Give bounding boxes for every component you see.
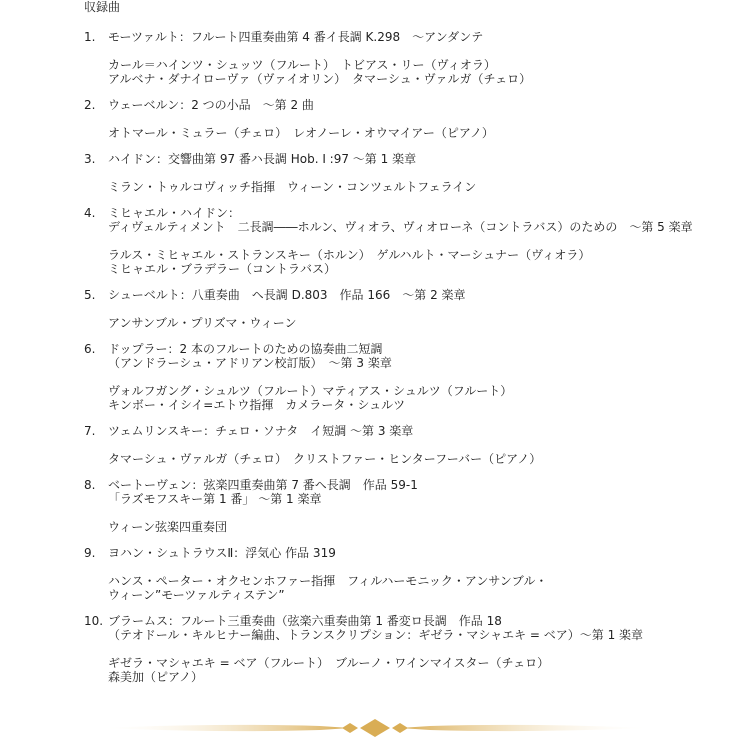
track-performers (108, 58, 734, 86)
track-title (108, 546, 734, 560)
track-title-line: ヨハン・シュトラウスⅡ：浮気心 作品 319 (108, 546, 336, 560)
track-number: 7. (84, 424, 96, 438)
performer-line: カール＝ハインツ・シュッツ（フルート） トビアス・リー（ヴィオラ） (108, 58, 496, 72)
ornament-left-diamond (342, 723, 358, 733)
track-item (84, 152, 734, 194)
track-performers (108, 452, 734, 466)
track-number: 2. (84, 98, 96, 112)
track-item (84, 288, 734, 330)
page-heading: 収録曲 (84, 0, 121, 14)
track-title-line: ハイドン：交響曲第 97 番ハ長調 Hob. Ⅰ :97 ～第 1 楽章 (108, 152, 417, 166)
track-performers (108, 520, 734, 534)
track-title-line: ベートーヴェン：弦楽四重奏曲第 7 番ヘ長調 作品 59-1 (108, 478, 418, 492)
track-performers (108, 384, 734, 412)
track-number: 3. (84, 152, 96, 166)
track-title-line: ツェムリンスキー：チェロ・ソナタ イ短調 ～第 3 楽章 (108, 424, 414, 438)
track-title-line: ディヴェルティメント 二長調――ホルン、ヴィオラ、ヴィオローネ（コントラバス）のための ～第 5 楽章 (108, 220, 693, 234)
performer-line: ギゼラ・マシャエキ = ベア（フルート） ブルーノ・ワインマイスター（チェロ） (108, 656, 550, 670)
performer-line: ラルス・ミヒャエル・ストランスキー（ホルン） ゲルハルト・マーシュナー（ヴィオラ） (108, 248, 591, 262)
track-title (108, 152, 734, 166)
performer-line: ウィーン”モーツァルティステン” (108, 588, 285, 602)
track-number: 1. (84, 30, 96, 44)
ornament-right-diamond (392, 723, 408, 733)
track-title-line: ミヒャエル・ハイドン： (108, 206, 241, 220)
performer-line: ヴォルフガング・シュルツ（フルート）マティアス・シュルツ（フルート） (108, 384, 513, 398)
track-list (84, 30, 734, 696)
track-title-line: モーツァルト：フルート四重奏曲第 4 番イ長調 K.298 ～アンダンテ (108, 30, 484, 44)
track-item (84, 546, 734, 602)
track-item (84, 424, 734, 466)
performer-line: タマーシュ・ヴァルガ（チェロ） クリストファー・ヒンターフーバー（ピアノ） (108, 452, 542, 466)
track-title (108, 424, 734, 438)
track-title-line: （テオドール・キルヒナー編曲、トランスクリプション：ギゼラ・マシャエキ = ベア）～第 1 楽章 (108, 628, 644, 642)
track-title (108, 614, 734, 642)
track-item (84, 98, 734, 140)
ornament-right-band (400, 725, 650, 731)
track-item (84, 30, 734, 86)
gold-ornament-divider (100, 718, 650, 738)
performer-line: 森美加（ピアノ） (108, 670, 204, 684)
performer-line: ウィーン弦楽四重奏団 (108, 520, 228, 534)
track-title (108, 478, 734, 506)
track-body (108, 206, 734, 276)
track-number: 8. (84, 478, 96, 492)
track-item (84, 342, 734, 412)
track-number: 9. (84, 546, 96, 560)
performer-line: ミヒャエル・ブラデラー（コントラバス） (108, 262, 337, 276)
track-performers (108, 180, 734, 194)
track-body (108, 152, 734, 194)
performer-line: ハンス・ペーター・オクセンホファー指揮 フィルハーモニック・アンサンブル・ (108, 574, 548, 588)
track-number: 10. (84, 614, 104, 628)
track-body (108, 30, 734, 86)
performer-line: ミラン・トゥルコヴィッチ指揮 ウィーン・コンツェルトフェライン (108, 180, 477, 194)
track-title-line: ブラームス：フルート三重奏曲（弦楽六重奏曲第 1 番変ロ長調 作品 18 (108, 614, 502, 628)
ornament-center-diamond (360, 719, 390, 737)
track-performers (108, 656, 734, 684)
track-item (84, 614, 734, 684)
track-performers (108, 126, 734, 140)
track-title-line: 「ラズモフスキー第 1 番」 ～第 1 楽章 (108, 492, 322, 506)
track-number: 6. (84, 342, 96, 356)
track-item (84, 206, 734, 276)
track-title (108, 342, 734, 370)
performer-line: アンサンブル・プリズマ・ウィーン (108, 316, 297, 330)
track-body (108, 98, 734, 140)
track-number: 5. (84, 288, 96, 302)
track-performers (108, 574, 734, 602)
track-title (108, 288, 734, 302)
track-body (108, 478, 734, 534)
track-title-line: ドップラー：2 本のフルートのための協奏曲二短調 (108, 342, 383, 356)
performer-line: キンボー・イシイ=エトウ指揮 カメラータ・シュルツ (108, 398, 406, 412)
track-title-line: （アンドラーシュ・アドリアン校訂版） ～第 3 楽章 (108, 356, 392, 370)
track-title-line: ウェーベルン：2 つの小品 ～第 2 曲 (108, 98, 314, 112)
track-title (108, 98, 734, 112)
track-title (108, 30, 734, 44)
ornament-left-band (100, 725, 350, 731)
track-body (108, 546, 734, 602)
track-performers (108, 248, 734, 276)
track-performers (108, 316, 734, 330)
track-body (108, 614, 734, 684)
track-body (108, 424, 734, 466)
track-body (108, 288, 734, 330)
track-title-line: シューベルト：八重奏曲 ヘ長調 D.803 作品 166 ～第 2 楽章 (108, 288, 466, 302)
track-body (108, 342, 734, 412)
track-title (108, 206, 734, 234)
track-number: 4. (84, 206, 96, 220)
track-item (84, 478, 734, 534)
performer-line: アルベナ・ダナイローヴァ（ヴァイオリン） タマーシュ・ヴァルガ（チェロ） (108, 72, 532, 86)
performer-line: オトマール・ミュラー（チェロ） レオノーレ・オウマイアー（ピアノ） (108, 126, 494, 140)
